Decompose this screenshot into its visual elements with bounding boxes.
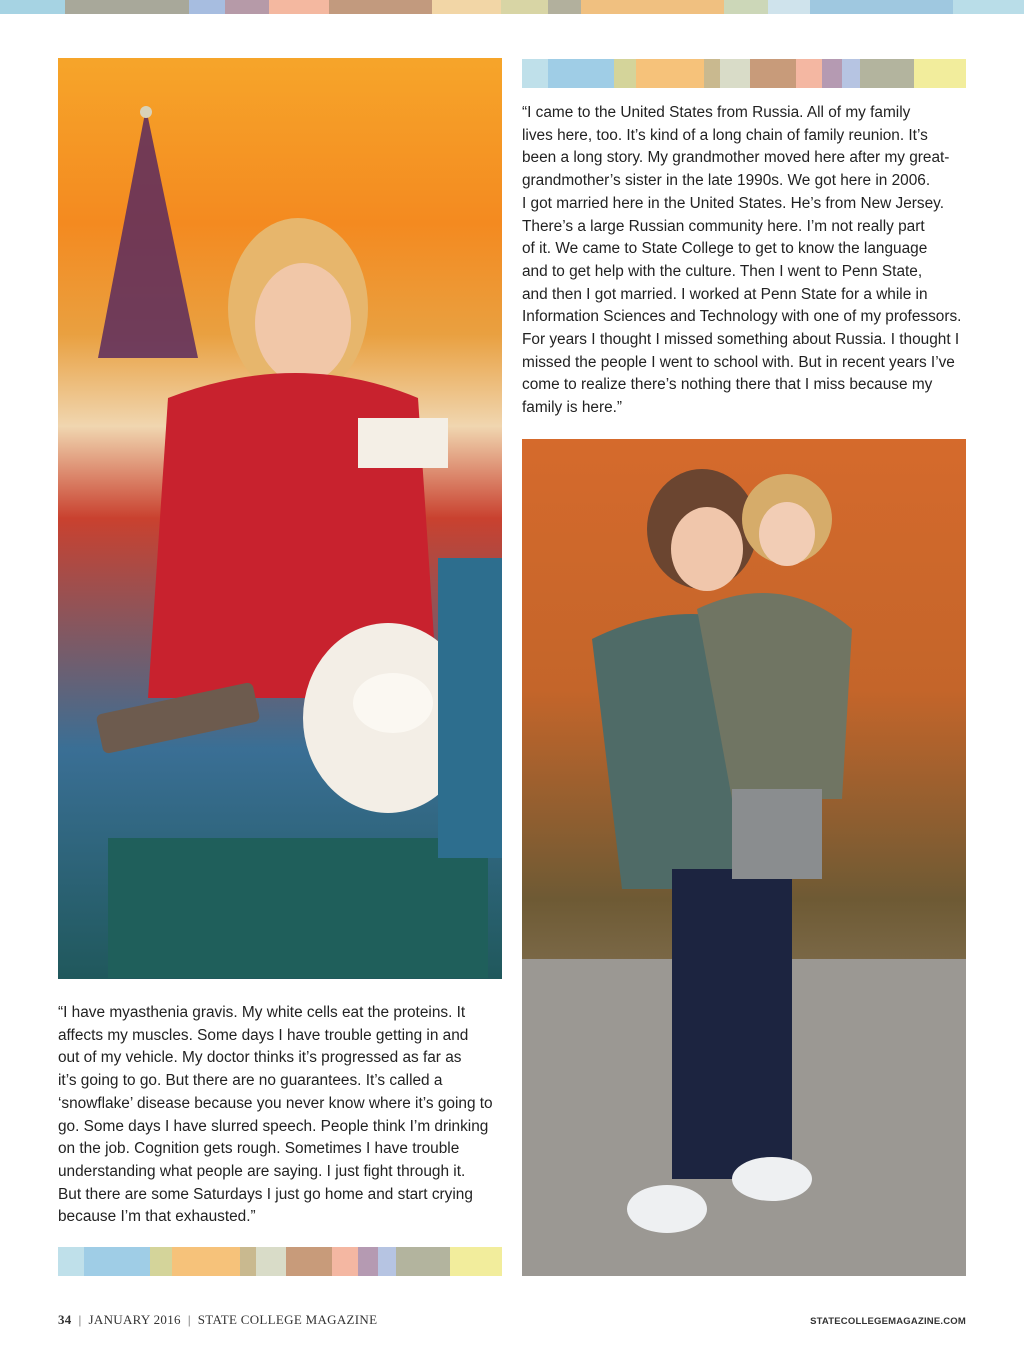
barber-with-dog-illustration: [58, 58, 502, 979]
magazine-name: STATE COLLEGE MAGAZINE: [197, 1312, 378, 1327]
page-number: 34: [58, 1312, 72, 1327]
left-column-color-stripe: [58, 1247, 502, 1276]
right-column-color-stripe: [522, 59, 966, 88]
page-footer-info: [58, 1312, 377, 1328]
issue-date: JANUARY 2016: [88, 1312, 181, 1327]
top-color-stripe: [0, 0, 1024, 14]
barber-with-dog-photo: [58, 58, 502, 979]
russian-immigrant-quote: “I came to the United States from Russia. All of my family lives here, too. It’s kind of a long chain of family reunion. It’s been a long story. My grandmother moved here after my great- grandmother’s sister in the late 1990s. We got here in 2006. I got married here in the United States. He’s from New Jersey. There’s a large Russian community here. I’m not really part of it. We came to State College to get to know the language and to get help with the culture. Then I went to Penn State, and then I got married. I worked at Penn State for a while in Information Sciences and Technology with one of my professors. For years I thought I missed something about Russia. I thought I missed the people I went to school with. But in recent years I’ve come to realize there’s nothing there that I miss because my family is here.”: [522, 104, 962, 417]
footer-separator: |: [187, 1312, 191, 1327]
mother-and-child-photo: [522, 439, 966, 1276]
mother-and-child-illustration: [522, 439, 966, 1276]
myasthenia-gravis-quote: “I have myasthenia gravis. My white cells eat the proteins. It affects my muscles. Some days I have trouble getting in and out of my vehicle. My doctor thinks it’s progressed as far as it’s going to go. But there are no guarantees. It’s called a ‘snowflake’ disease because you never know where it’s going to go. Some days I have slurred speech. People think I’m drinking on the job. Cognition gets rough. Sometimes I have trouble understanding what people are saying. I just fight through it. But there are some Saturdays I just go home and start crying because I’m that exhausted.”: [58, 1004, 493, 1226]
footer-separator: |: [78, 1312, 82, 1327]
magazine-website: STATECOLLEGEMAGAZINE.COM: [810, 1316, 966, 1327]
